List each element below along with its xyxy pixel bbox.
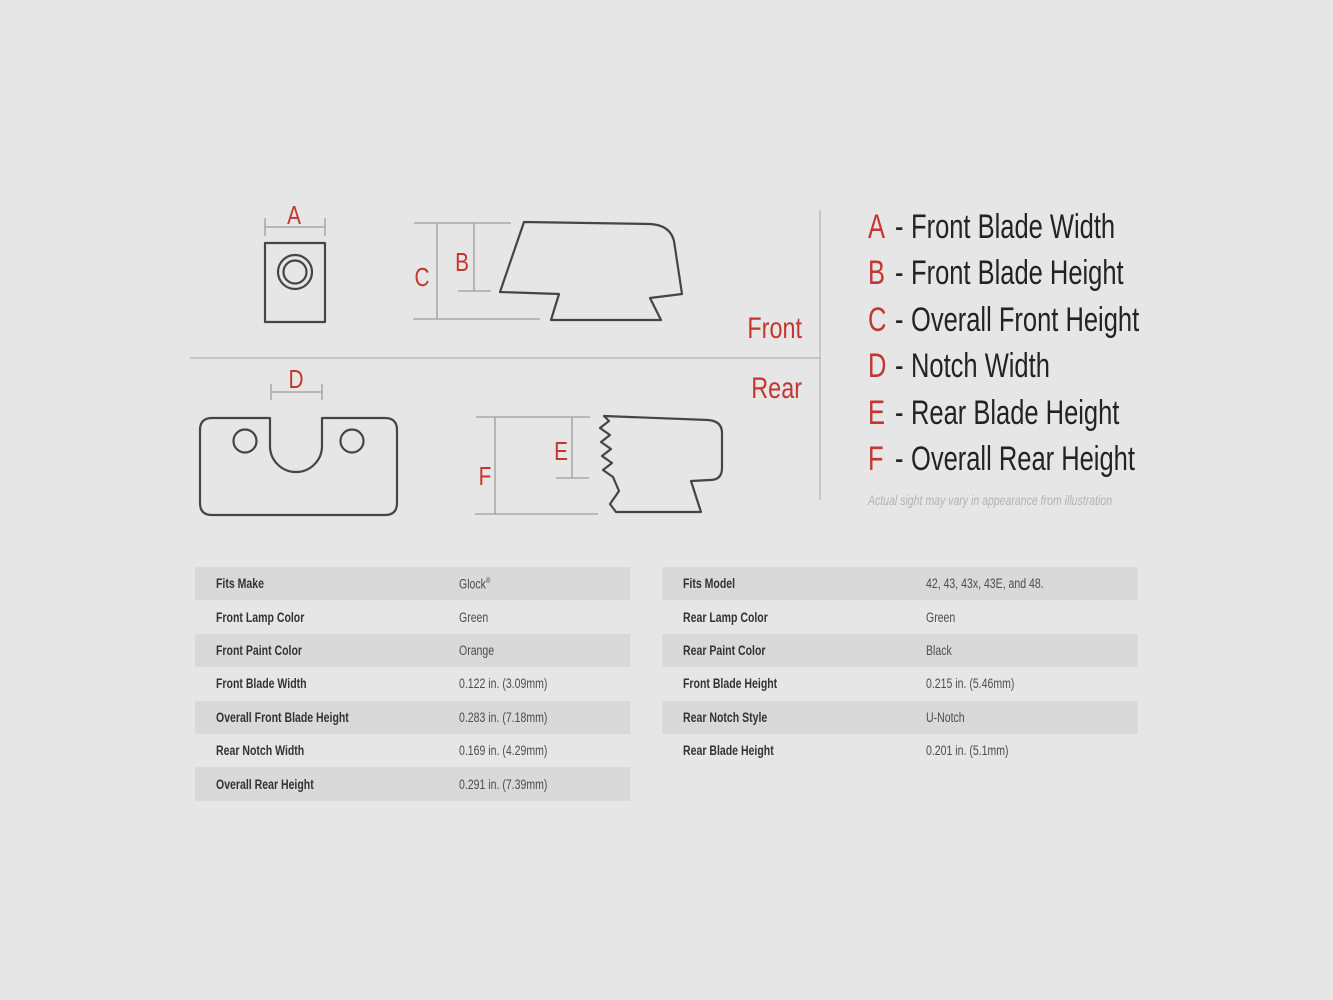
spec-row-rear-blade-height [662, 734, 1138, 767]
spec-row-front-blade-height [662, 667, 1138, 700]
spec-table-right [662, 567, 1138, 767]
trademark-sup: ® [485, 575, 491, 585]
rear-section-label: Rear [751, 372, 802, 405]
spec-value: 0.283 in. (7.18mm) [459, 709, 548, 725]
legend-name: Notch Width [910, 347, 1050, 386]
legend-letter: F [868, 440, 884, 479]
section-dividers [190, 210, 820, 500]
spec-row-front-blade-width [195, 667, 630, 700]
legend-item-e [868, 390, 1139, 437]
dim-letter-e: E [554, 436, 568, 466]
spec-label: Fits Make [216, 576, 264, 592]
spec-label: Front Blade Width [216, 676, 307, 692]
legend-separator: - [895, 347, 904, 386]
spec-row-overall-rear-height [195, 767, 630, 800]
spec-value: 0.291 in. (7.39mm) [459, 776, 548, 792]
legend-letter: A [868, 207, 886, 246]
spec-label: Rear Notch Style [683, 709, 768, 725]
dim-letter-b: B [455, 247, 469, 277]
spec-label: Rear Paint Color [683, 642, 766, 658]
dim-letter-d: D [288, 364, 304, 394]
legend-disclaimer: Actual sight may vary in appearance from illustration [868, 493, 1113, 508]
spec-value [459, 576, 491, 592]
spec-label: Rear Notch Width [216, 743, 305, 759]
front-section-label: Front [747, 312, 802, 345]
legend-letter: E [868, 393, 886, 432]
legend-name: Rear Blade Height [910, 393, 1120, 432]
spec-table-left [195, 567, 630, 801]
legend-name: Overall Front Height [910, 300, 1140, 339]
spec-value: 0.169 in. (4.29mm) [459, 743, 548, 759]
legend-separator: - [895, 440, 904, 479]
rear-top-view-outline [200, 418, 397, 515]
spec-value: Green [926, 609, 956, 625]
legend-name: Front Blade Height [910, 254, 1124, 293]
spec-value: 0.122 in. (3.09mm) [459, 676, 548, 692]
front-lamp-inner-circle [284, 261, 307, 284]
spec-row-rear-notch-style [662, 701, 1138, 734]
legend-item-b [868, 251, 1139, 298]
spec-value: 42, 43, 43x, 43E, and 48. [926, 576, 1044, 592]
dim-letter-c: C [414, 262, 430, 292]
dim-f-line [475, 417, 598, 514]
spec-row-overall-front-blade-height [195, 701, 630, 734]
spec-label: Front Lamp Color [216, 609, 305, 625]
dimension-legend [868, 204, 1230, 483]
spec-value: Black [926, 642, 952, 658]
rear-lamp-left-circle [234, 430, 257, 453]
legend-letter: C [868, 300, 887, 339]
spec-label: Fits Model [683, 576, 736, 592]
dimension-letter-labels [287, 201, 568, 491]
spec-label: Front Blade Height [683, 676, 778, 692]
spec-row-front-paint-color [195, 634, 630, 667]
spec-value: Green [459, 609, 489, 625]
spec-value: U-Notch [926, 709, 965, 725]
spec-row-fits-model [662, 567, 1138, 600]
legend-letter: D [868, 347, 887, 386]
legend-item-a [868, 204, 1139, 251]
spec-label: Front Paint Color [216, 642, 302, 658]
spec-value-text: Glock [459, 576, 486, 592]
legend-item-d [868, 344, 1139, 391]
spec-value: Orange [459, 642, 495, 658]
spec-label: Overall Rear Height [216, 776, 314, 792]
spec-row-rear-paint-color [662, 634, 1138, 667]
spec-label: Rear Lamp Color [683, 609, 768, 625]
front-side-view-outline [500, 222, 682, 320]
spec-value: 0.215 in. (5.46mm) [926, 676, 1015, 692]
legend-separator: - [895, 393, 904, 432]
legend-letter: B [868, 254, 886, 293]
legend-item-f [868, 437, 1139, 484]
spec-row-rear-notch-width [195, 734, 630, 767]
legend-item-c [868, 297, 1139, 344]
spec-row-fits-make [195, 567, 630, 600]
dim-letter-f: F [478, 461, 492, 491]
rear-lamp-right-circle [341, 430, 364, 453]
spec-label: Overall Front Blade Height [216, 709, 349, 725]
legend-name: Front Blade Width [910, 207, 1116, 246]
dim-c-line [413, 223, 540, 319]
dim-letter-a: A [287, 200, 301, 230]
dimension-lines [265, 218, 598, 514]
rear-side-view-outline [600, 416, 722, 512]
legend-separator: - [895, 300, 904, 339]
legend-name: Overall Rear Height [910, 440, 1135, 479]
legend-separator: - [895, 254, 904, 293]
spec-row-rear-lamp-color [662, 600, 1138, 633]
spec-row-front-lamp-color [195, 600, 630, 633]
spec-value: 0.201 in. (5.1mm) [926, 743, 1009, 759]
legend-separator: - [895, 207, 904, 246]
spec-label: Rear Blade Height [683, 743, 774, 759]
